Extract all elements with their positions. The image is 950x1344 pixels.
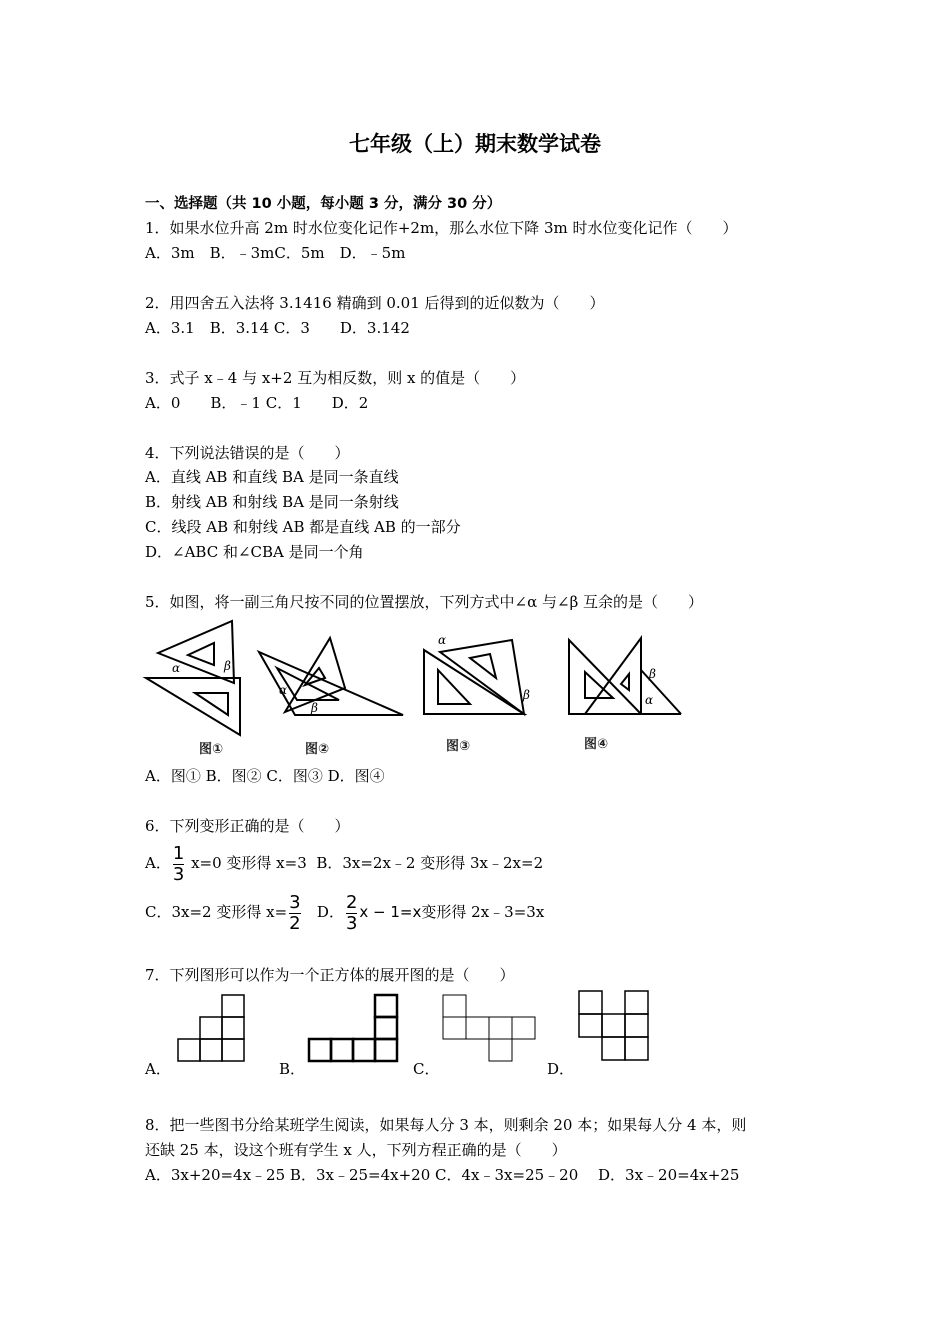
q1-options: A．3m B．﹣3mC．5m D．﹣5m xyxy=(145,244,406,262)
q7-label-a: A． xyxy=(145,1060,171,1078)
q6-d-prefix: D． xyxy=(316,903,344,921)
q6-d-mid: x − 1=x xyxy=(359,903,422,921)
q4-option-b: B．射线 AB 和射线 BA 是同一条射线 xyxy=(145,493,399,511)
q7-net-c xyxy=(440,993,540,1063)
q4-stem: 4．下列说法错误的是（ ） xyxy=(145,444,350,462)
q6-c-fraction xyxy=(289,891,301,934)
q8-options: A．3x+20=4x﹣25 B．3x﹣25=4x+20 C．4x﹣3x=25﹣20 D．3x﹣20=4x+25 xyxy=(145,1166,740,1184)
q5-caption-1: 图① xyxy=(199,742,224,757)
q6-d-fraction xyxy=(345,891,358,934)
q5-stem: 5．如图，将一副三角尺按不同的位置摆放，下列方式中∠α 与∠β 互余的是（ ） xyxy=(145,593,704,611)
q6-d-rest: 变形得 2x﹣3=3x xyxy=(421,903,545,921)
q6-c-num: 3 xyxy=(289,891,301,913)
q6-c-den: 2 xyxy=(289,912,301,934)
q1-stem: 1．如果水位升高 2m 时水位变化记作+2m，那么水位下降 3m 时水位变化记作（ ） xyxy=(145,219,738,237)
q2-options: A．3.1 B．3.14 C．3 D．3.142 xyxy=(145,319,410,337)
q5-options: A．图① B．图② C．图③ D．图④ xyxy=(145,767,385,785)
q5-fig2-alpha: α xyxy=(279,683,288,697)
q5-figure-3 xyxy=(420,628,535,718)
q5-figure-1 xyxy=(140,615,255,740)
q5-fig3-beta: β xyxy=(523,688,530,702)
q6-stem: 6．下列变形正确的是（ ） xyxy=(145,817,350,835)
q5-caption-4: 图④ xyxy=(584,737,609,752)
q2-stem: 2．用四舍五入法将 3.1416 精确到 0.01 后得到的近似数为（ ） xyxy=(145,294,605,312)
q5-fig1-alpha: α xyxy=(172,661,181,675)
q7-label-b: B． xyxy=(279,1060,306,1078)
q8-stem-line1: 8．把一些图书分给某班学生阅读，如果每人分 3 本，则剩余 20 本；如果每人分 4 本，则 xyxy=(145,1116,747,1134)
q7-label-c: C． xyxy=(413,1060,440,1078)
q5-fig4-alpha: α xyxy=(645,693,654,707)
q6-option-b: B．3x=2x﹣2 变形得 3x﹣2x=2 xyxy=(316,854,544,872)
q7-label-d: D． xyxy=(547,1060,575,1078)
section-heading: 一、选择题（共 10 小题，每小题 3 分，满分 30 分） xyxy=(145,196,502,212)
q5-fig2-beta: β xyxy=(311,701,318,715)
page-title: 七年级（上）期末数学试卷 xyxy=(349,132,601,156)
q5-fig4-beta: β xyxy=(649,667,656,681)
q8-stem-line2: 还缺 25 本，设这个班有学生 x 人，下列方程正确的是（ ） xyxy=(145,1141,567,1159)
q6-a-prefix: A． xyxy=(145,854,171,872)
q3-stem: 3．式子 x﹣4 与 x+2 互为相反数，则 x 的值是（ ） xyxy=(145,369,526,387)
q6-row-cd xyxy=(145,892,544,933)
q6-d-den: 3 xyxy=(345,912,358,934)
q5-caption-3: 图③ xyxy=(446,739,471,754)
q5-fig1-beta: β xyxy=(224,659,231,673)
q4-option-a: A．直线 AB 和直线 BA 是同一条直线 xyxy=(145,468,399,486)
q6-row-ab xyxy=(145,843,543,884)
q4-option-d: D．∠ABC 和∠CBA 是同一个角 xyxy=(145,543,364,561)
q7-net-a xyxy=(174,993,248,1063)
q5-caption-2: 图② xyxy=(305,742,330,757)
q7-net-b xyxy=(306,993,401,1063)
q6-a-den: 3 xyxy=(172,863,185,885)
q6-a-num: 1 xyxy=(172,842,185,864)
q6-a-fraction xyxy=(172,842,185,885)
q5-fig3-alpha: α xyxy=(438,633,447,647)
q5-figure-2 xyxy=(255,630,410,720)
q4-option-c: C．线段 AB 和射线 AB 都是直线 AB 的一部分 xyxy=(145,518,461,536)
q5-figure-4 xyxy=(565,630,690,720)
q6-c-prefix: C．3x=2 变形得 x= xyxy=(145,903,288,921)
q3-options: A．0 B．﹣1 C．1 D．2 xyxy=(145,394,369,412)
q7-net-d xyxy=(576,988,652,1064)
q7-stem: 7．下列图形可以作为一个正方体的展开图的是（ ） xyxy=(145,966,515,984)
q6-d-num: 2 xyxy=(345,891,358,913)
q6-a-rest: x=0 变形得 x=3 xyxy=(191,854,307,872)
